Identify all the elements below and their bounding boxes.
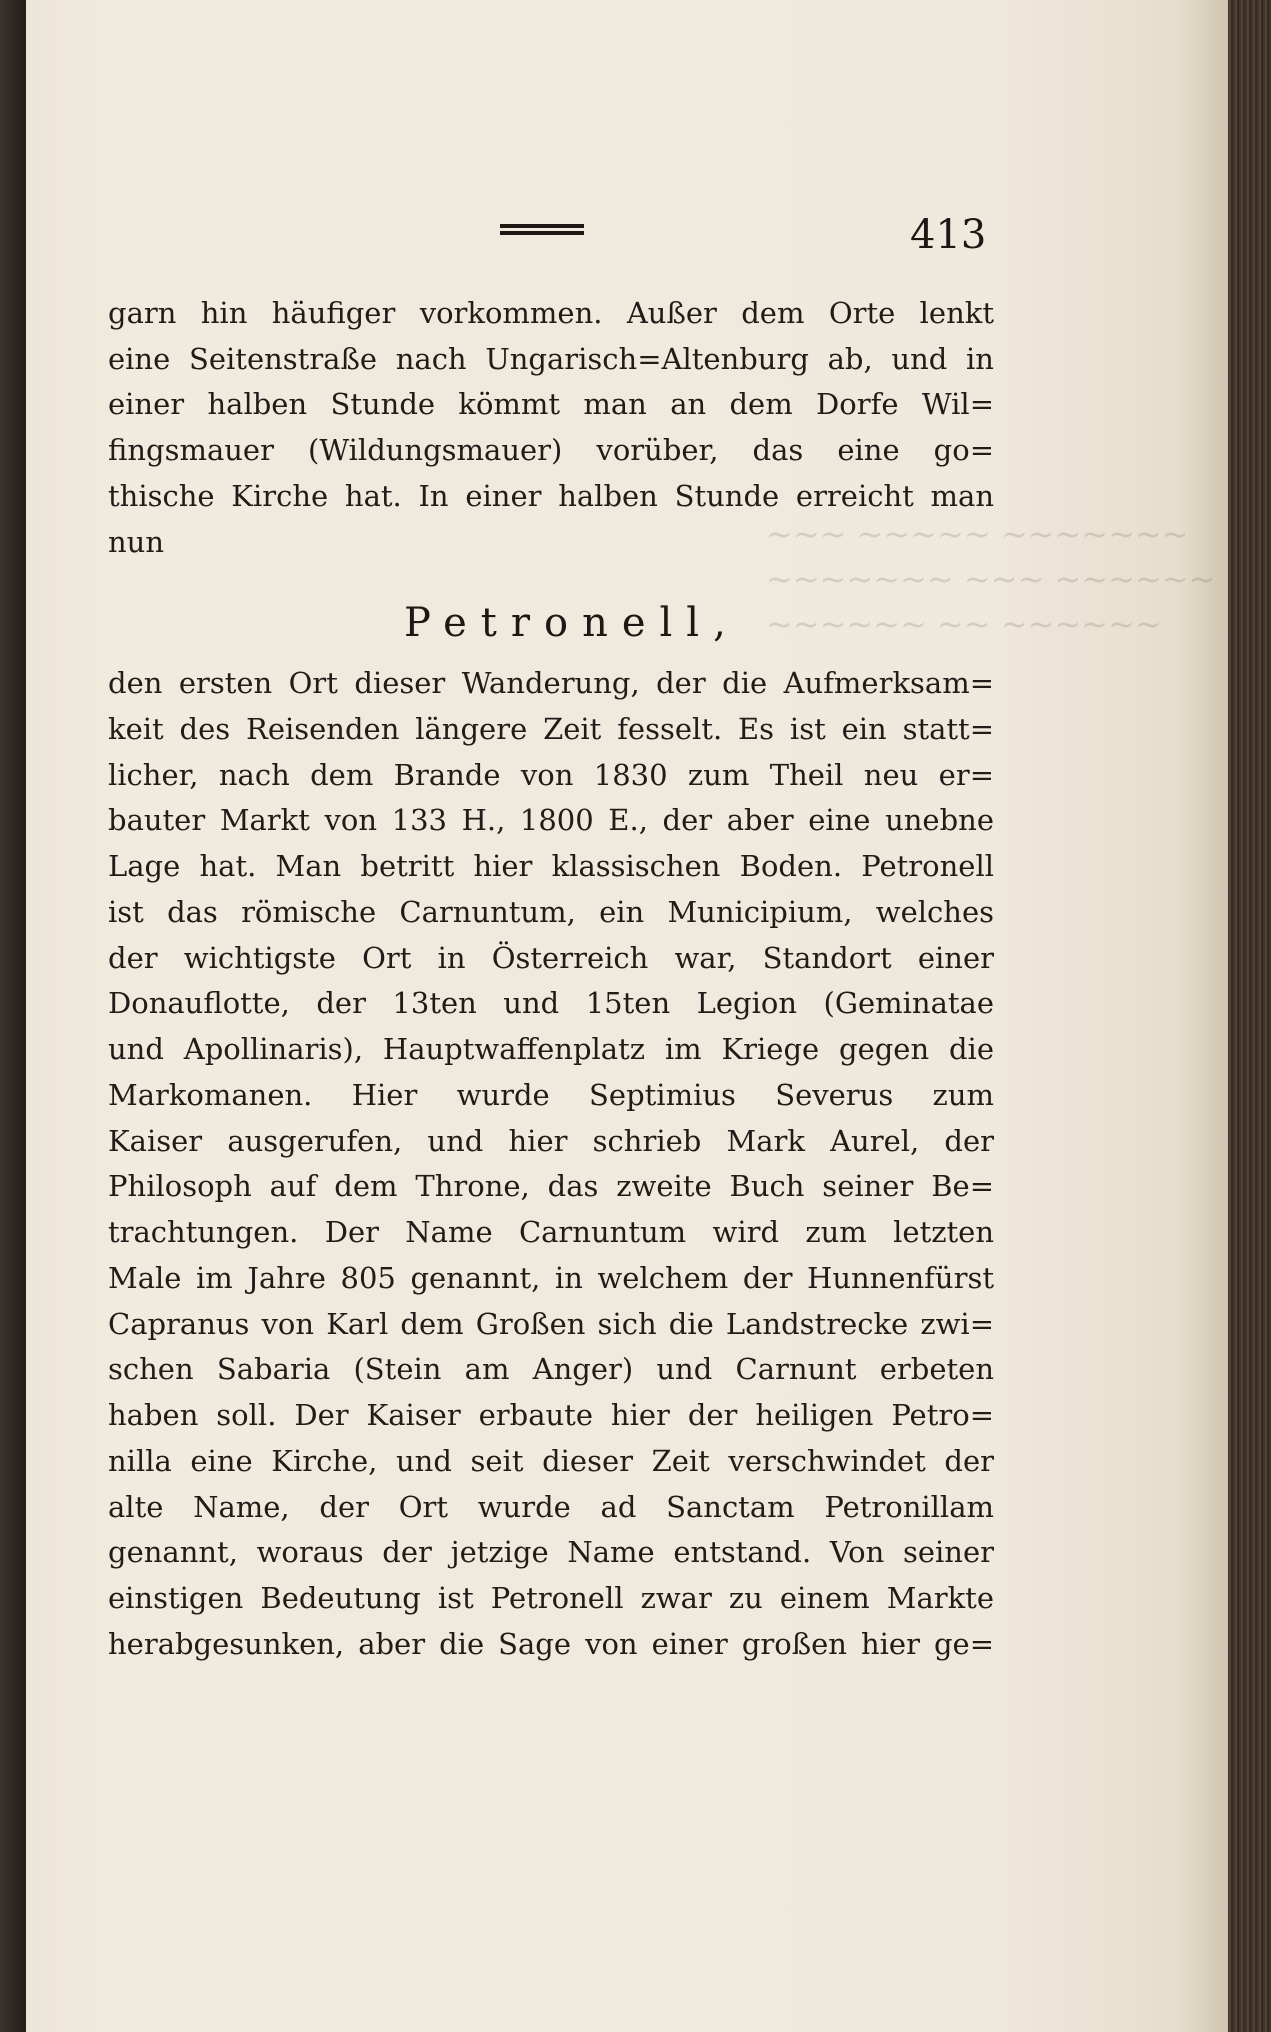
text-line: Lage hat. Man betritt hier klassischen Boden. Petronell xyxy=(108,849,994,883)
text-line: trachtungen. Der Name Carnuntum wird zum letzten xyxy=(108,1215,994,1249)
bleed-through: ~~~~~~ ~~ ~~~~~~ xyxy=(766,605,1162,643)
text-line: Capranus von Karl dem Großen sich die Landstrecke zwi= xyxy=(108,1307,994,1341)
text-line: schen Sabaria (Stein am Anger) und Carnunt erbeten xyxy=(108,1352,994,1386)
text-line: Philosoph auf dem Throne, das zweite Buch seiner Be= xyxy=(108,1169,994,1203)
text-line: Kaiser ausgerufen, und hier schrieb Mark Aurel, der xyxy=(108,1124,994,1158)
text-line: nilla eine Kirche, und seit dieser Zeit verschwindet der xyxy=(108,1444,994,1478)
text-line: bauter Markt von 133 H., 1800 E., der aber eine unebne xyxy=(108,803,994,837)
text-line: thische Kirche hat. In einer halben Stunde erreicht man xyxy=(108,479,994,513)
text-line: garn hin häufiger vorkommen. Außer dem Orte lenkt xyxy=(108,296,994,330)
header-rule xyxy=(500,224,584,236)
text-line: Male im Jahre 805 genannt, in welchem der Hunnenfürst xyxy=(108,1261,994,1295)
text-line: herabgesunken, aber die Sage von einer großen hier ge= xyxy=(108,1627,994,1661)
text-line: nun xyxy=(108,525,165,559)
text-line: fingsmauer (Wildungsmauer) vorüber, das eine go= xyxy=(108,433,994,467)
text-line: der wichtigste Ort in Österreich war, Standort einer xyxy=(108,941,994,975)
page-stack-edge xyxy=(1228,0,1271,2032)
text-line: eine Seitenstraße nach Ungarisch=Altenburg ab, und in xyxy=(108,342,994,376)
text-line: Donauflotte, der 13ten und 15ten Legion (Geminatae xyxy=(108,986,994,1020)
text-line: einer halben Stunde kömmt man an dem Dorfe Wil= xyxy=(108,387,994,421)
page-number: 413 xyxy=(910,212,987,258)
text-line: alte Name, der Ort wurde ad Sanctam Petronillam xyxy=(108,1490,994,1524)
bleed-through: ~~~ ~~~~~ ~~~~~~~ xyxy=(766,515,1189,553)
text-line: ist das römische Carnuntum, ein Municipium, welches xyxy=(108,895,994,929)
text-line: haben soll. Der Kaiser erbaute hier der heiligen Petro= xyxy=(108,1398,994,1432)
text-line: licher, nach dem Brande von 1830 zum Theil neu er= xyxy=(108,758,994,792)
text-line: und Apollinaris), Hauptwaffenplatz im Kriege gegen die xyxy=(108,1032,994,1066)
bleed-through: ~~~~~~~ ~~~ ~~~~~~ xyxy=(766,560,1216,598)
text-line: keit des Reisenden längere Zeit fesselt. Es ist ein statt= xyxy=(108,712,994,746)
text-line: einstigen Bedeutung ist Petronell zwar zu einem Markte xyxy=(108,1581,994,1615)
text-line: Markomanen. Hier wurde Septimius Severus zum xyxy=(108,1078,994,1112)
text-line: genannt, woraus der jetzige Name entstand. Von seiner xyxy=(108,1535,994,1569)
section-heading: Petronell, xyxy=(404,600,740,646)
text-line: den ersten Ort dieser Wanderung, der die Aufmerksam= xyxy=(108,666,994,700)
